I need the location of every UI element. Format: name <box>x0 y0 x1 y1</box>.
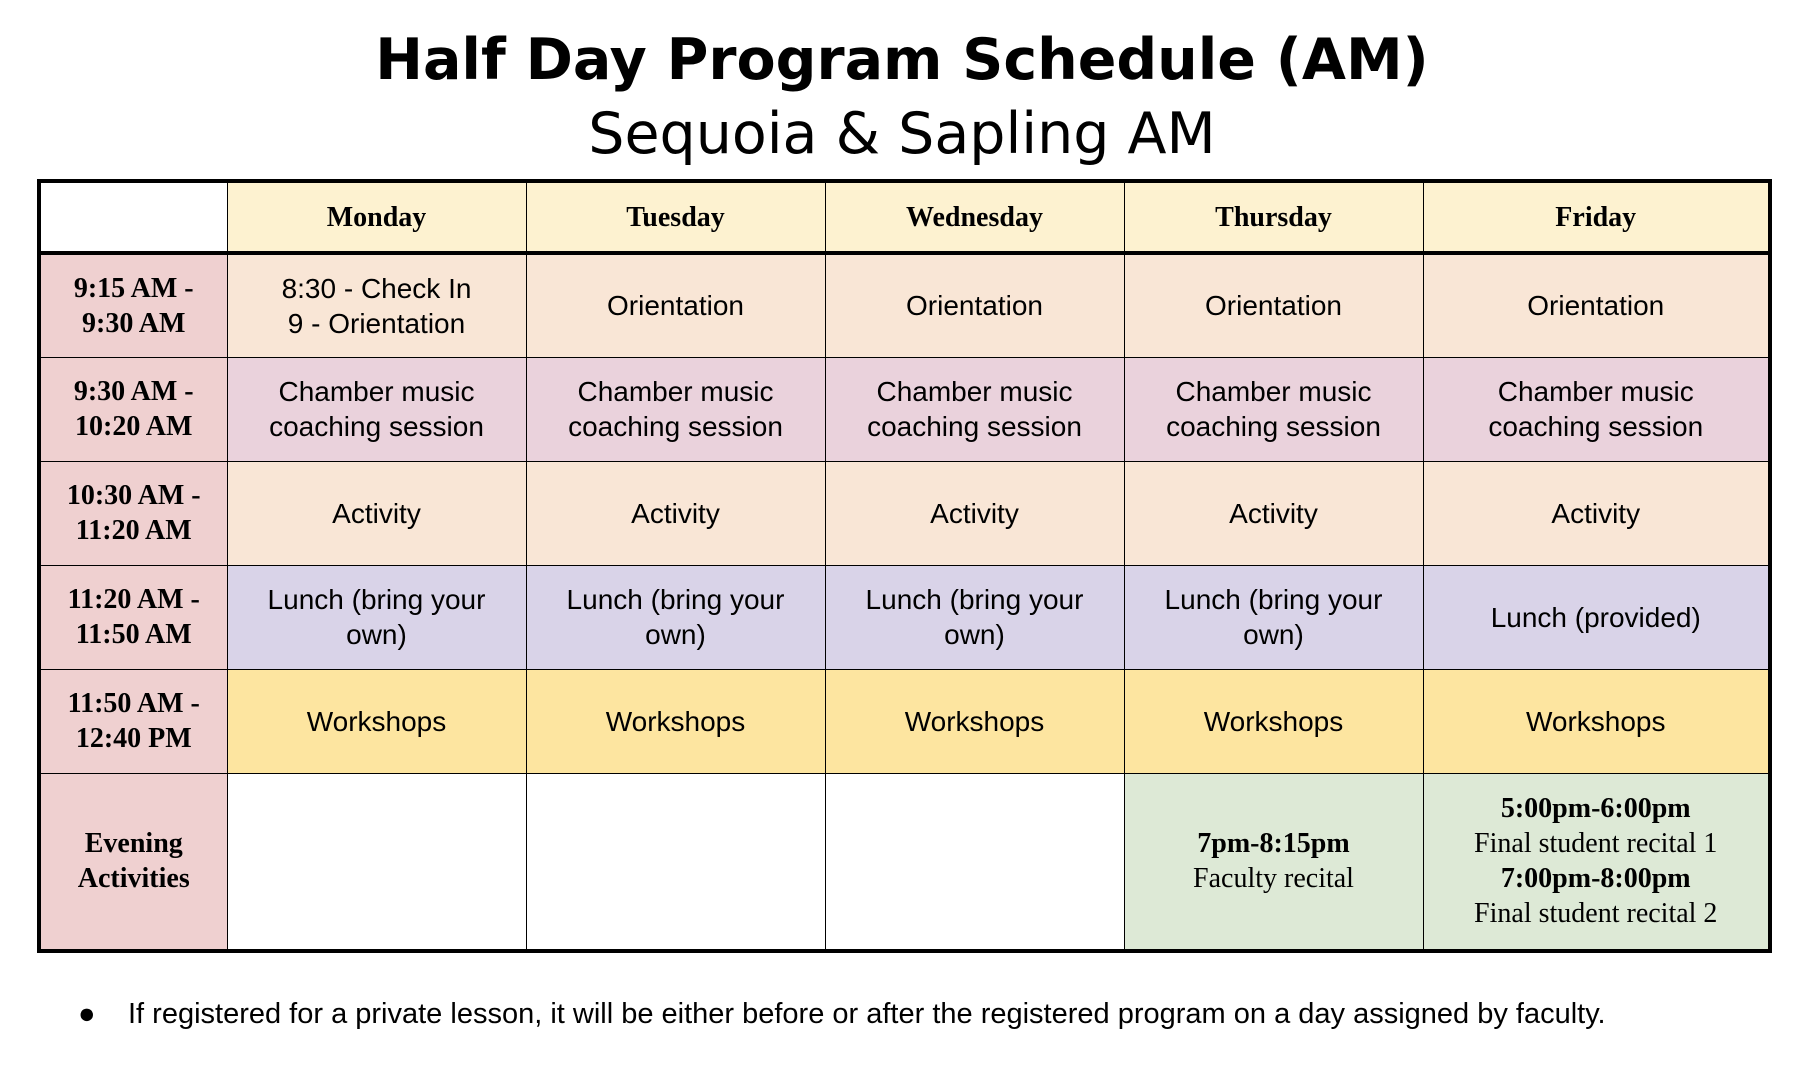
cell-line: Workshops <box>605 705 746 737</box>
cell-line: Chamber music <box>577 376 774 407</box>
schedule-cell <box>227 253 526 357</box>
bullet-icon: ● <box>78 998 96 1030</box>
page-subtitle: Sequoia & Sapling AM <box>588 101 1216 167</box>
corner-cell <box>39 181 227 253</box>
schedule-cell <box>1124 669 1423 773</box>
cell-line: Chamber music <box>876 376 1073 407</box>
schedule-cell <box>526 565 825 669</box>
cell-line: Lunch (bring your <box>566 584 785 615</box>
header-row <box>39 181 1770 253</box>
cell-line: Workshops <box>306 705 447 737</box>
note-text: If registered for a private lesson, it will be either before or after the registered program on a day assigned by faculty. <box>128 998 1606 1030</box>
schedule-cell <box>227 461 526 565</box>
time-end: 12:40 PM <box>75 723 192 754</box>
schedule-cell <box>227 669 526 773</box>
schedule-cell <box>1423 461 1770 565</box>
schedule-cell <box>227 357 526 461</box>
time-slot-evening <box>39 773 227 951</box>
time-slot <box>39 669 227 773</box>
cell-line: Lunch (bring your <box>1164 584 1383 615</box>
cell-line: Activity <box>1229 497 1318 529</box>
event-name: Faculty recital <box>1193 863 1354 895</box>
cell-line: Activity <box>930 497 1019 529</box>
schedule-cell <box>1423 565 1770 669</box>
time-slot <box>39 461 227 565</box>
cell-line: Activity <box>631 497 720 529</box>
page-title: Half Day Program Schedule (AM) <box>375 27 1429 93</box>
cell-line: coaching session <box>1166 411 1381 442</box>
schedule-cell <box>526 461 825 565</box>
schedule-cell <box>825 461 1124 565</box>
schedule-cell <box>1124 357 1423 461</box>
time-slot <box>39 357 227 461</box>
time-start: 11:20 AM - <box>67 584 200 615</box>
table-row <box>39 565 1770 669</box>
time-slot <box>39 565 227 669</box>
cell-line: Orientation <box>607 290 744 322</box>
cell-line: Orientation <box>906 290 1043 322</box>
private-lesson-note <box>78 994 1606 1034</box>
cell-line: Activity <box>1551 497 1641 529</box>
cell-line: Workshops <box>904 705 1045 737</box>
day-header-monday: Monday <box>227 181 526 253</box>
schedule-cell <box>526 357 825 461</box>
cell-line: Chamber music <box>1175 376 1372 407</box>
cell-line: Chamber music <box>278 376 475 407</box>
time-end: 11:20 AM <box>75 515 192 546</box>
cell-line: 8:30 - Check In <box>281 272 472 304</box>
day-header-friday: Friday <box>1423 181 1770 253</box>
cell-line: own) <box>346 619 407 650</box>
event-time: 7:00pm-8:00pm <box>1500 863 1691 895</box>
time-start: 11:50 AM - <box>67 688 200 719</box>
event-name: Final student recital 2 <box>1474 898 1718 930</box>
schedule-cell <box>227 565 526 669</box>
schedule-cell-empty <box>526 773 825 951</box>
cell-line: coaching session <box>269 411 484 442</box>
cell-line: coaching session <box>568 411 783 442</box>
time-start: 9:30 AM - <box>73 376 194 407</box>
table-row <box>39 461 1770 565</box>
schedule-cell <box>1124 565 1423 669</box>
evening-label-line: Activities <box>77 863 190 895</box>
cell-line: Chamber music <box>1497 376 1694 407</box>
schedule-cell <box>526 253 825 357</box>
cell-line: coaching session <box>1488 411 1704 442</box>
schedule-cell-friday-evening <box>1423 773 1770 951</box>
schedule-cell <box>1124 253 1423 357</box>
schedule-table <box>37 179 1772 953</box>
cell-line: Lunch (provided) <box>1490 601 1701 633</box>
cell-line: Workshops <box>1525 705 1666 737</box>
evening-label-line: Evening <box>84 828 183 860</box>
event-time: 5:00pm-6:00pm <box>1500 793 1691 825</box>
day-header-wednesday: Wednesday <box>825 181 1124 253</box>
schedule-cell-empty <box>227 773 526 951</box>
cell-line: own) <box>645 619 706 650</box>
schedule-cell <box>1124 461 1423 565</box>
schedule-cell-thursday-evening <box>1124 773 1423 951</box>
cell-line: own) <box>1243 619 1304 650</box>
table-row-evening <box>39 773 1770 951</box>
time-start: 9:15 AM - <box>73 272 194 304</box>
time-end: 10:20 AM <box>75 411 193 442</box>
day-header-tuesday: Tuesday <box>526 181 825 253</box>
cell-line: coaching session <box>867 411 1082 442</box>
schedule-cell <box>526 669 825 773</box>
time-start: 10:30 AM - <box>66 480 201 511</box>
table-row <box>39 669 1770 773</box>
schedule-cell-empty <box>825 773 1124 951</box>
table-row <box>39 357 1770 461</box>
day-header-thursday: Thursday <box>1124 181 1423 253</box>
cell-line: Lunch (bring your <box>267 584 486 615</box>
schedule-cell <box>825 253 1124 357</box>
cell-line: Orientation <box>1527 290 1665 322</box>
cell-line: Workshops <box>1203 705 1344 737</box>
cell-line: Activity <box>332 497 421 529</box>
time-slot <box>39 253 227 357</box>
schedule-cell <box>825 565 1124 669</box>
time-end: 11:50 AM <box>75 619 192 650</box>
schedule-cell <box>1423 357 1770 461</box>
cell-line: own) <box>944 619 1005 650</box>
event-time: 7pm-8:15pm <box>1197 828 1350 860</box>
table-row <box>39 253 1770 357</box>
event-name: Final student recital 1 <box>1474 828 1718 860</box>
schedule-cell <box>825 669 1124 773</box>
cell-line: 9 - Orientation <box>287 307 466 339</box>
schedule-cell <box>1423 253 1770 357</box>
cell-line: Lunch (bring your <box>865 584 1084 615</box>
cell-line: Orientation <box>1205 290 1342 322</box>
schedule-cell <box>1423 669 1770 773</box>
schedule-cell <box>825 357 1124 461</box>
time-end: 9:30 AM <box>82 307 186 339</box>
